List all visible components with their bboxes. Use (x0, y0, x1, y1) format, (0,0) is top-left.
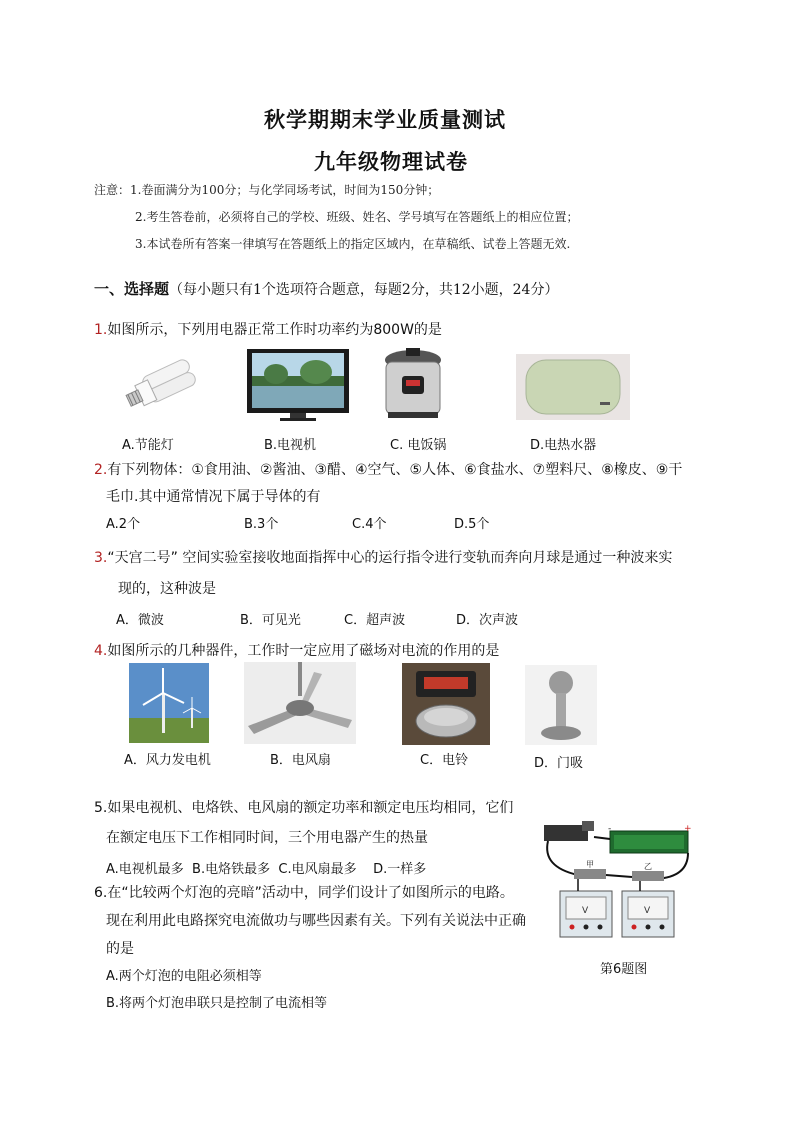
q3-option-a: A．微波 (116, 613, 164, 628)
question-text-line2: 毛巾.其中通常情况下属于导体的有 (106, 489, 321, 505)
question-text-line3: 的是 (106, 941, 134, 957)
q5-options: A.电视机最多 B.电烙铁最多 C.电风扇最多 D.一样多 (106, 862, 427, 877)
q1-option-c: C. 电饭锅 (390, 438, 447, 453)
door-stopper-image (525, 665, 597, 745)
circuit-figure (538, 817, 694, 955)
question-number: 5. (94, 800, 108, 816)
wind-turbine-image (129, 663, 209, 743)
circuit-plus-label: + (684, 824, 692, 834)
q4-option-b: B．电风扇 (270, 753, 331, 768)
question-number: 3. (94, 550, 108, 566)
question-2 (94, 459, 682, 479)
q4-option-d: D．门吸 (534, 756, 584, 771)
question-text-line2: 现的，这种波是 (118, 581, 216, 597)
question-text-line2: 在额定电压下工作相同时间，三个用电器产生的热量 (106, 830, 428, 846)
q2-option-d: D.5个 (454, 517, 490, 532)
question-4 (94, 640, 499, 660)
lamp-jia-label: 甲 (586, 860, 594, 869)
question-number: 6. (94, 885, 108, 901)
q2-option-a: A.2个 (106, 517, 141, 532)
question-text-line1: “天宫二号” 空间实验室接收地面指挥中心的运行指令进行变轨而奔向月球是通过一种波来实 (107, 550, 673, 566)
q2-option-b: B.3个 (244, 517, 279, 532)
voltmeter-right-label: V (644, 906, 651, 916)
exam-subtitle: 九年级物理试卷 (314, 149, 468, 174)
question-number: 4. (94, 643, 108, 659)
voltmeter-left-label: V (582, 906, 589, 916)
q3-option-b: B．可见光 (240, 613, 301, 628)
question-number: 1. (94, 322, 108, 338)
energy-saving-lamp-image (118, 352, 208, 422)
question-6 (94, 882, 514, 902)
question-1 (94, 319, 442, 339)
question-3 (94, 547, 672, 567)
rice-cooker-image (380, 346, 446, 422)
q1-option-d: D.电热水器 (530, 438, 597, 453)
note-1: 注意：1.卷面满分为100分；与化学同场考试，时间为150分钟； (94, 183, 440, 197)
q3-option-d: D．次声波 (456, 613, 519, 628)
question-text-line1: 如果电视机、电烙铁、电风扇的额定功率和额定电压均相同，它们 (107, 800, 514, 816)
question-5 (94, 797, 513, 817)
question-text-line1: 有下列物体：①食用油、②酱油、③醋、④空气、⑤人体、⑥食盐水、⑦塑料尺、⑧橡皮、⑨干 (107, 462, 683, 478)
q3-option-c: C．超声波 (344, 613, 406, 628)
q6-option-b: B.将两个灯泡串联只是控制了电流相等 (106, 996, 328, 1011)
q2-option-c: C.4个 (352, 517, 387, 532)
question-text: 如图所示，下列用电器正常工作时功率约为800W的是 (107, 322, 442, 338)
exam-title: 秋学期期末学业质量测试 (264, 107, 506, 132)
note-2: 2.考生答卷前，必须将自己的学校、班级、姓名、学号填写在答题纸上的相应位置； (135, 210, 579, 224)
lamp-yi-label: 乙 (644, 862, 652, 871)
section-title: 一、选择题 (94, 280, 170, 298)
section-heading (94, 278, 558, 299)
q1-option-b: B.电视机 (264, 438, 317, 453)
question-text: 如图所示的几种器件，工作时一定应用了磁场对电流的作用的是 (107, 643, 500, 659)
q6-option-a: A.两个灯泡的电阻必须相等 (106, 969, 262, 984)
figure-caption: 第6题图 (600, 962, 648, 977)
ceiling-fan-image (244, 662, 356, 744)
tv-image (246, 348, 350, 422)
question-text-line1: 在“比较两个灯泡的亮暗”活动中，同学们设计了如图所示的电路。 (107, 885, 514, 901)
section-desc: （每小题只有1个选项符合题意，每题2分，共12小题，24分） (169, 282, 559, 298)
q1-option-a: A.节能灯 (122, 438, 174, 453)
q4-option-c: C．电铃 (420, 753, 469, 768)
question-number: 2. (94, 462, 108, 478)
circuit-minus-label: - (608, 824, 612, 834)
q4-option-a: A．风力发电机 (124, 753, 211, 768)
note-3: 3.本试卷所有答案一律填写在答题纸上的指定区域内，在草稿纸、试卷上答题无效. (135, 237, 571, 251)
electric-water-heater-image (516, 354, 630, 420)
electric-bell-image (402, 663, 490, 745)
question-text-line2: 现在利用此电路探究电流做功与哪些因素有关。下列有关说法中正确 (106, 913, 526, 929)
